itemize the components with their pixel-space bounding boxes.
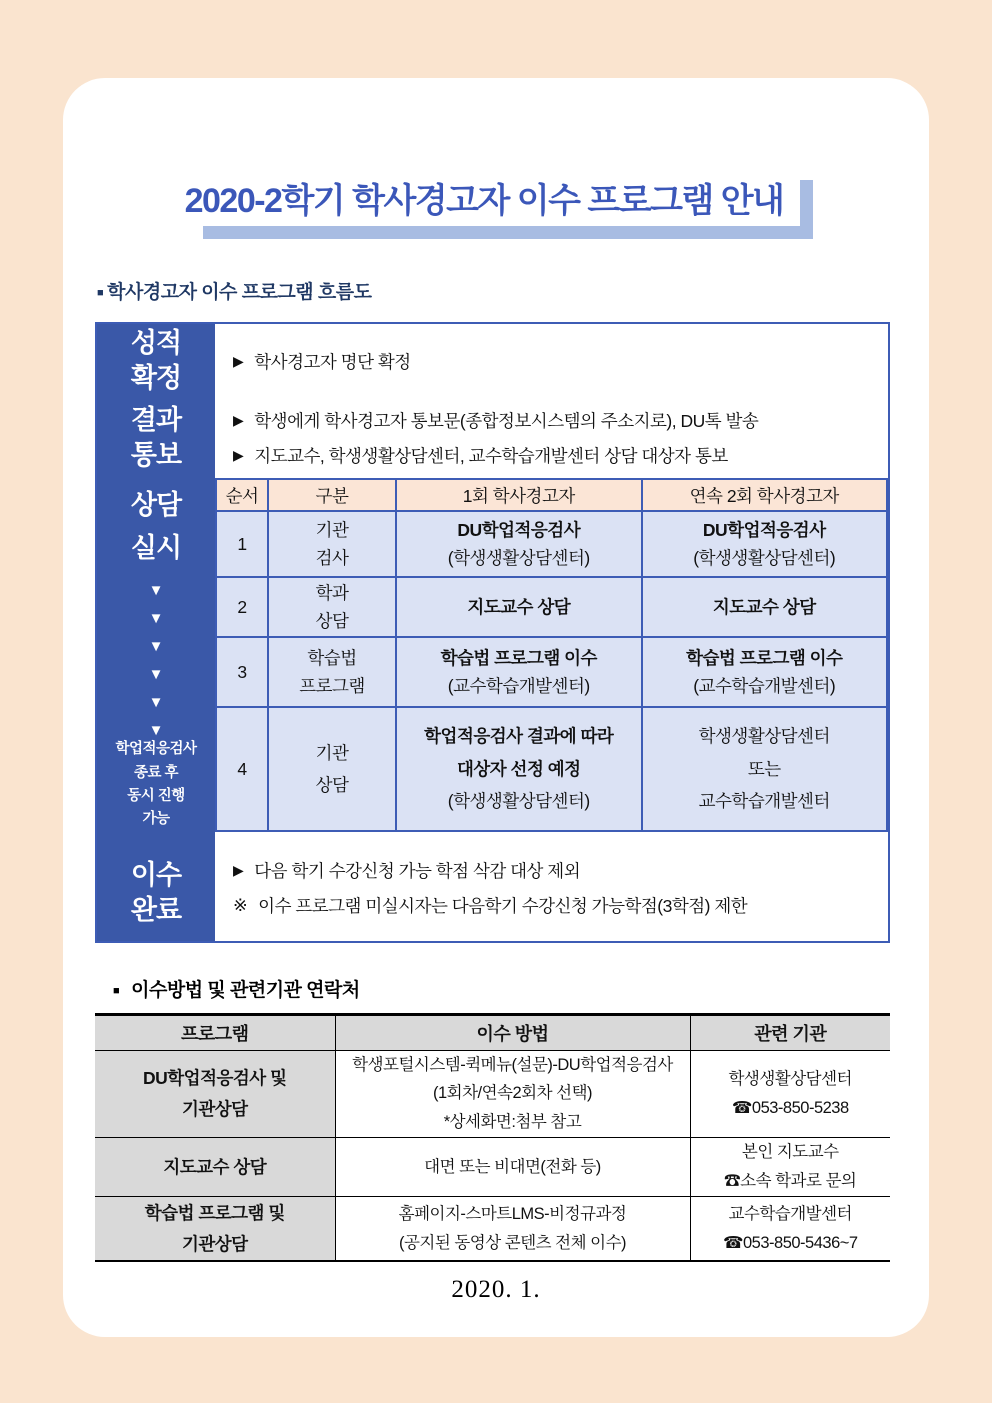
counsel-header-first: 1회 학사경고자 [396,479,642,511]
page-title: 2020-2학기 학사경고자 이수 프로그램 안내 [184,182,784,220]
title-underline-bar [203,226,814,239]
contact-program-cell [95,1138,335,1197]
row-first-line: (교수학습개발센터) [447,676,590,696]
sidebar-step-grade [97,324,215,398]
counsel-table [215,478,888,832]
row-first-line: 지도교수 상담 [467,597,571,617]
row-category-line: 상담 [315,611,349,631]
row-no: 1 [216,511,268,577]
contact-org-cell [690,1138,890,1197]
contact-org-phone: ☎053-850-5436~7 [722,1233,858,1252]
sidebar-step-complete-line: 완료 [130,895,182,926]
counsel-table-row [216,511,887,577]
down-arrow-icon: ▼ [148,610,164,628]
flow-sidebar [97,324,215,941]
sidebar-step-complete-line: 이수 [130,860,182,891]
down-arrow-icon: ▼ [148,638,164,656]
contact-program-line: 학습법 프로그램 및 [144,1203,285,1223]
counsel-table-row [216,577,887,637]
flow-notify-line [215,408,888,433]
sidebar-step-counsel [97,478,215,845]
triangle-marker-icon: ▶ [233,412,244,428]
sidebar-note-line: 동시 진행 [127,787,185,804]
flow-grade-line [215,349,411,374]
sidebar-step-counsel-line: 실시 [130,533,182,564]
flow-notify-text: 학생에게 학사경고자 통보문(종합정보시스템의 주소지로), DU톡 발송 [254,411,759,431]
row-second-line: 또는 [747,758,781,779]
contact-method-line: (공지된 동영상 콘텐츠 전체 이수) [398,1233,627,1252]
contact-method-line: *상세화면:첨부 참고 [443,1113,582,1132]
row-first-line: 대상자 선정 예정 [456,758,581,779]
row-first-warning [396,707,642,831]
contact-program-line: DU학업적응검사 및 [143,1068,287,1089]
row-first-warning [396,577,642,637]
contact-table-row [95,1196,890,1260]
contact-org-phone: ☎053-850-5238 [731,1098,849,1117]
flow-notify-block [215,398,888,478]
contact-table-wrap [95,1013,890,1262]
down-arrow-icon: ▼ [148,694,164,712]
counsel-table-row [216,707,887,831]
flow-notify-line [215,443,888,468]
contact-table [95,1016,890,1260]
row-first-line: (학생생활상담센터) [447,791,590,812]
sidebar-step-notify-line: 결과 [130,404,182,435]
row-first-warning [396,511,642,577]
sidebar-step-grade-line: 확정 [130,363,182,393]
contact-table-row [95,1050,890,1138]
contact-method-cell [335,1196,690,1260]
row-first-line: 학업적응검사 결과에 따라 [424,726,614,747]
contact-header-method: 이수 방법 [335,1016,690,1050]
contact-org-cell [690,1050,890,1138]
flow-complete-block [215,840,888,936]
row-second-line: 학생생활상담센터 [698,726,830,747]
contact-program-cell [95,1196,335,1260]
row-second-warning [642,707,888,831]
row-category [268,511,396,577]
document-date: 2020. 1. [451,1276,541,1303]
row-second-line: 학습법 프로그램 이수 [686,648,843,668]
row-first-warning [396,637,642,707]
row-category-line: 학과 [315,583,349,603]
sidebar-step-notify [97,398,215,478]
row-second-warning [642,637,888,707]
contact-method-cell [335,1050,690,1138]
row-second-line: (학생생활상담센터) [693,548,836,568]
title-accent-frame [179,173,814,239]
contact-table-header-row [95,1016,890,1050]
sidebar-step-grade-line: 성적 [130,327,182,358]
contact-program-line: 기관상담 [181,1233,248,1254]
contact-table-row [95,1138,890,1197]
square-bullet-icon: ■ [97,287,104,299]
row-first-line: (학생생활상담센터) [447,548,590,568]
sidebar-note-line: 가능 [142,810,170,827]
contact-program-cell [95,1050,335,1138]
flow-grade-text: 학사경고자 명단 확정 [254,351,411,372]
document-card [63,78,929,1337]
title-block [63,173,929,239]
contact-section-heading [113,975,360,1002]
counsel-table-header-row [216,479,887,511]
contact-org-line: 교수학습개발센터 [728,1204,852,1223]
row-category [268,707,396,831]
flow-complete-line [215,893,888,918]
row-second-line: 교수학습개발센터 [698,791,830,812]
counsel-header-second: 연속 2회 학사경고자 [642,479,888,511]
note-marker-icon: ※ [233,895,248,915]
sidebar-step-notify-line: 통보 [130,440,182,470]
row-first-line: DU학업적응검사 [457,520,581,540]
row-second-warning [642,577,888,637]
flow-complete-line [215,858,888,883]
contact-program-line: 기관상담 [181,1098,248,1119]
sidebar-note-line: 학업적응검사 [115,741,197,758]
contact-program-line: 지도교수 상담 [163,1156,267,1177]
contact-method-line: 홈페이지-스마트LMS-비정규과정 [398,1204,627,1223]
counsel-header-no: 순서 [216,479,268,511]
sidebar-note [115,738,196,831]
row-no: 2 [216,577,268,637]
contact-method-line: 대면 또는 비대면(전화 등) [424,1157,601,1176]
counsel-header-cat: 구분 [268,479,396,511]
title-side-bar [800,180,813,239]
down-arrow-icon: ▼ [148,722,164,740]
row-first-line: 학습법 프로그램 이수 [440,648,597,668]
spacer [215,832,888,840]
flow-notify-text: 지도교수, 학생생활상담센터, 교수학습개발센터 상담 대상자 통보 [254,446,728,466]
contact-org-phone: ☎소속 학과로 문의 [724,1172,857,1190]
down-arrow-icon: ▼ [148,666,164,684]
flow-grade-block [215,324,888,398]
triangle-marker-icon: ▶ [233,447,244,463]
contact-org-cell [690,1196,890,1260]
flow-content [215,324,888,941]
row-second-line: (교수학습개발센터) [693,676,836,696]
row-second-line: DU학업적응검사 [702,520,826,540]
down-arrow-icon: ▼ [148,582,164,600]
row-no: 3 [216,637,268,707]
contact-section-heading-text: 이수방법 및 관련기관 연락처 [131,980,360,1001]
sidebar-step-complete [97,845,215,941]
row-no: 4 [216,707,268,831]
sidebar-step-counsel-label [131,478,181,570]
flow-section-heading-text: 학사경고자 이수 프로그램 흐름도 [107,282,372,303]
contact-method-line: 학생포털시스템-퀵메뉴(설문)-DU학업적응검사 [352,1055,673,1074]
contact-method-cell [335,1138,690,1197]
flow-complete-text: 이수 프로그램 미실시자는 다음학기 수강신청 가능학점(3학점) 제한 [258,896,748,916]
row-second-warning [642,511,888,577]
triangle-marker-icon: ▶ [233,862,244,878]
triangle-marker-icon: ▶ [233,352,244,369]
counsel-table-row [216,637,887,707]
row-category-line: 검사 [315,548,349,568]
row-category-line: 학습법 [307,648,357,668]
row-second-line: 지도교수 상담 [712,597,816,617]
contact-method-line: (1회차/연속2회차 선택) [432,1084,593,1103]
sidebar-note-line: 종료 후 [133,764,179,781]
row-category-line: 상담 [315,775,349,795]
row-category-line: 기관 [315,520,349,540]
contact-header-org: 관련 기관 [690,1016,890,1050]
flow-chart [95,322,890,943]
flow-section-heading [97,277,371,304]
row-category [268,577,396,637]
flow-complete-text: 다음 학기 수강신청 가능 학점 삭감 대상 제외 [254,861,581,881]
row-category-line: 프로그램 [299,676,365,696]
sidebar-step-counsel-line: 상담 [130,490,182,520]
contact-org-line: 학생생활상담센터 [728,1069,852,1088]
contact-header-program: 프로그램 [95,1016,335,1050]
row-category-line: 기관 [315,742,349,763]
contact-org-line: 본인 지도교수 [741,1143,839,1162]
square-bullet-icon: ■ [113,985,120,997]
row-category [268,637,396,707]
